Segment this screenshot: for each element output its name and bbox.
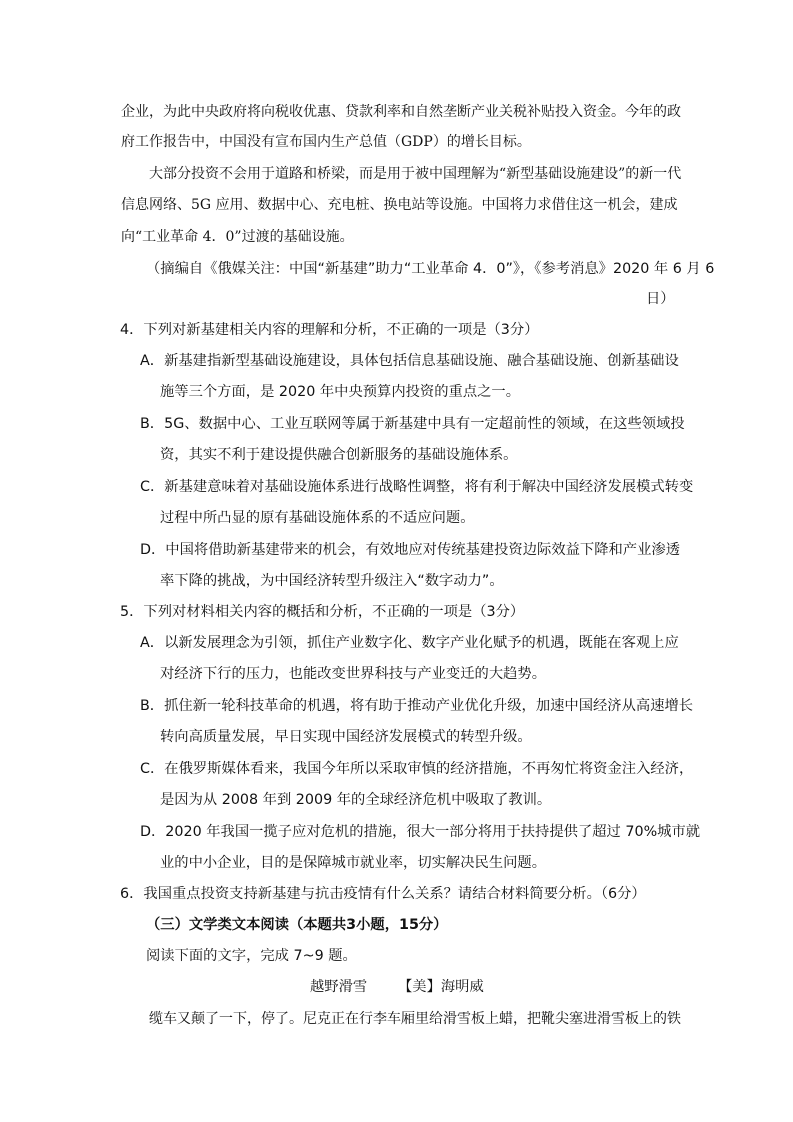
section-heading: （三）文学类文本阅读（本题共3小题，15分） (146, 917, 448, 933)
source-citation: （摘编自《俄媒关注：中国“新基建”助力“工业革命 4．0”》，《参考消息》2020 年 6 月 6 (146, 261, 715, 277)
question-4-option-b: 资，其实不利于建设提供融合创新服务的基础设施体系。 (160, 447, 518, 463)
passage-line: 信息网络、5G 应用、数据中心、充电桩、换电站等设施。中国将力求借住这一机会，建成 (121, 197, 678, 213)
question-5-option-d: 业的中小企业，目的是保障城市就业率，切实解决民生问题。 (160, 855, 547, 871)
question-5-option-a: 对经济下行的压力，也能改变世界科技与产业变迁的大趋势。 (160, 666, 547, 682)
question-4-option-a: A．新基建指新型基础设施建设，具体包括信息基础设施、融合基础设施、创新基础设 (140, 353, 679, 369)
passage-line: 企业，为此中央政府将向税收优惠、贷款利率和自然垄断产业关税补贴投入资金。今年的政 (121, 104, 681, 120)
question-5-option-c: C．在俄罗斯媒体看来，我国今年所以采取审慎的经济措施，不再匆忙将资金注入经济， (140, 761, 694, 777)
passage-line: 大部分投资不会用于道路和桥梁，而是用于被中国理解为“新型基础设施建设”的新一代 (149, 166, 682, 182)
question-5-option-a: A．以新发展理念为引领，抓住产业数字化、数字产业化赋予的机遇，既能在客观上应 (140, 635, 679, 651)
question-5-option-c: 是因为从 2008 年到 2009 年的全球经济危机中吸取了教训。 (160, 792, 552, 808)
question-4-option-d: D．中国将借助新基建带来的机会，有效地应对传统基建投资边际效益下降和产业渗透 (140, 542, 680, 558)
question-4-option-c: C．新基建意味着对基础设施体系进行战略性调整，将有利于解决中国经济发展模式转变 (140, 479, 694, 495)
source-citation: 日） (646, 291, 675, 307)
passage-line: 向“工业革命 4．0”过渡的基础设施。 (121, 229, 354, 245)
question-4-stem: 4．下列对新基建相关内容的理解和分析，不正确的一项是（3分） (120, 322, 539, 338)
section-instruction: 阅读下面的文字，完成 7~9 题。 (146, 948, 357, 964)
question-6-stem: 6．我国重点投资支持新基建与抗击疫情有什么关系？请结合材料简要分析。（6分） (120, 886, 646, 902)
story-author: 【美】海明威 (398, 979, 484, 995)
question-4-option-d: 率下降的挑战，为中国经济转型升级注入“数字动力”。 (160, 573, 504, 589)
question-5-stem: 5．下列对材料相关内容的概括和分析，不正确的一项是（3分） (120, 604, 525, 620)
question-5-option-d: D．2020 年我国一揽子应对危机的措施，很大一部分将用于扶持提供了超过 70%城市就 (140, 824, 701, 840)
story-title: 越野滑雪 (310, 979, 368, 995)
question-5-option-b: 转向高质量发展，早日实现中国经济发展模式的转型升级。 (160, 729, 532, 745)
story-first-line: 缆车又颠了一下，停了。尼克正在行李车厢里给滑雪板上蜡，把靴尖塞进滑雪板上的铁 (149, 1011, 681, 1027)
passage-line: 府工作报告中，中国没有宣布国内生产总值（GDP）的增长目标。 (121, 134, 531, 150)
question-4-option-c: 过程中所凸显的原有基础设施体系的不适应问题。 (160, 510, 475, 526)
question-4-option-b: B．5G、数据中心、工业互联网等属于新基建中具有一定超前性的领域，在这些领域投 (140, 416, 685, 432)
question-4-option-a: 施等三个方面，是 2020 年中央预算内投资的重点之一。 (160, 384, 521, 400)
question-5-option-b: B．抓住新一轮科技革命的机遇，将有助于推动产业优化升级，加速中国经济从高速增长 (140, 698, 694, 714)
